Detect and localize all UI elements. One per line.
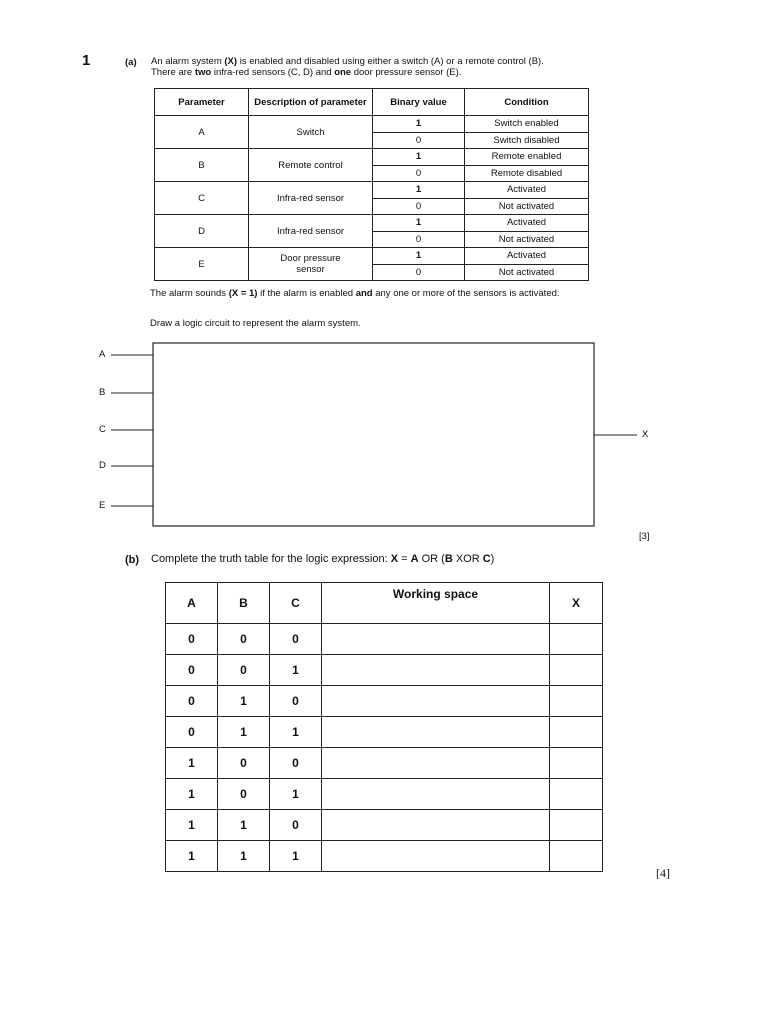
input-a-cell: 1: [166, 748, 218, 779]
output-x-cell[interactable]: [550, 748, 603, 779]
part-b-instruction: Complete the truth table for the logic expression: X = A OR (B XOR C): [151, 553, 495, 565]
input-label-e: E: [99, 500, 106, 511]
input-c-cell: 0: [270, 624, 322, 655]
condition: Activated: [465, 182, 589, 199]
input-b-cell: 1: [218, 686, 270, 717]
working-space-cell[interactable]: [322, 810, 550, 841]
parameter-name: D: [155, 215, 249, 248]
input-label-d: D: [99, 460, 106, 471]
condition: Switch disabled: [465, 132, 589, 149]
output-x-cell[interactable]: [550, 810, 603, 841]
condition: Remote enabled: [465, 149, 589, 166]
input-c-cell: 0: [270, 686, 322, 717]
condition: Activated: [465, 248, 589, 265]
working-space-cell[interactable]: [322, 717, 550, 748]
question-number: 1: [82, 52, 91, 69]
condition: Not activated: [465, 231, 589, 248]
output-x-cell[interactable]: [550, 655, 603, 686]
output-x-cell[interactable]: [550, 841, 603, 872]
parameter-name: E: [155, 248, 249, 281]
condition: Remote disabled: [465, 165, 589, 182]
part-a-marks: [3]: [639, 531, 650, 542]
truth-table-header: [166, 583, 603, 624]
binary-value: 0: [373, 165, 465, 182]
truth-table-row: [166, 841, 603, 872]
part-b-label: (b): [125, 554, 140, 566]
input-b-cell: 1: [218, 841, 270, 872]
binary-value: 1: [373, 182, 465, 199]
working-space-cell[interactable]: [322, 624, 550, 655]
input-c-cell: 1: [270, 779, 322, 810]
condition: Activated: [465, 215, 589, 232]
condition: Switch enabled: [465, 116, 589, 133]
parameter-name: C: [155, 182, 249, 215]
truth-table-row: [166, 655, 603, 686]
part-a-label: (a): [125, 57, 137, 68]
parameter-name: A: [155, 116, 249, 149]
binary-value: 0: [373, 198, 465, 215]
binary-value: 1: [373, 215, 465, 232]
truth-table-row: [166, 717, 603, 748]
input-b-cell: 0: [218, 655, 270, 686]
condition: Not activated: [465, 198, 589, 215]
output-label-x: X: [642, 429, 649, 440]
truth-table-row: [166, 624, 603, 655]
input-b-cell: 1: [218, 810, 270, 841]
header-a: A: [166, 583, 218, 624]
header-c: C: [270, 583, 322, 624]
output-x-cell[interactable]: [550, 779, 603, 810]
input-label-c: C: [99, 424, 106, 435]
truth-table-row: [166, 779, 603, 810]
header-x: X: [550, 583, 603, 624]
input-a-cell: 0: [166, 717, 218, 748]
input-c-cell: 1: [270, 717, 322, 748]
draw-instruction: Draw a logic circuit to represent the alarm system.: [150, 318, 361, 329]
input-c-cell: 0: [270, 748, 322, 779]
alarm-condition-text: The alarm sounds (X = 1) if the alarm is enabled and any one or more of the sensors is activated.: [150, 288, 560, 299]
input-label-b: B: [99, 387, 106, 398]
working-space-cell[interactable]: [322, 748, 550, 779]
header-b: B: [218, 583, 270, 624]
parameter-description: Remote control: [249, 149, 373, 182]
input-a-cell: 0: [166, 686, 218, 717]
binary-value: 0: [373, 132, 465, 149]
binary-value: 1: [373, 248, 465, 265]
output-x-cell[interactable]: [550, 686, 603, 717]
input-b-cell: 0: [218, 748, 270, 779]
input-a-cell: 0: [166, 655, 218, 686]
parameter-description: Infra-red sensor: [249, 182, 373, 215]
parameter-description: Door pressure sensor: [249, 248, 373, 281]
parameter-name: B: [155, 149, 249, 182]
input-c-cell: 0: [270, 810, 322, 841]
input-a-cell: 1: [166, 810, 218, 841]
truth-table-row: [166, 810, 603, 841]
truth-table: [165, 582, 603, 872]
condition: Not activated: [465, 264, 589, 281]
output-x-cell[interactable]: [550, 624, 603, 655]
header-working-space: Working space: [322, 583, 550, 624]
parameter-description: Switch: [249, 116, 373, 149]
input-a-cell: 1: [166, 779, 218, 810]
header-description: Description of parameter: [249, 89, 373, 116]
header-binary-value: Binary value: [373, 89, 465, 116]
input-b-cell: 1: [218, 717, 270, 748]
header-parameter: Parameter: [155, 89, 249, 116]
input-label-a: A: [99, 349, 106, 360]
intro-line-1: An alarm system (X) is enabled and disabled using either a switch (A) or a remote control (B).: [151, 56, 544, 67]
binary-value: 0: [373, 231, 465, 248]
binary-value: 1: [373, 116, 465, 133]
intro-line-2: There are two infra-red sensors (C, D) and one door pressure sensor (E).: [151, 67, 462, 78]
part-b-marks: [4]: [656, 866, 670, 880]
binary-value: 0: [373, 264, 465, 281]
working-space-cell[interactable]: [322, 841, 550, 872]
working-space-cell[interactable]: [322, 686, 550, 717]
answer-box[interactable]: [153, 343, 594, 526]
input-b-cell: 0: [218, 624, 270, 655]
working-space-cell[interactable]: [322, 655, 550, 686]
header-condition: Condition: [465, 89, 589, 116]
input-a-cell: 0: [166, 624, 218, 655]
parameter-description: Infra-red sensor: [249, 215, 373, 248]
input-a-cell: 1: [166, 841, 218, 872]
binary-value: 1: [373, 149, 465, 166]
input-b-cell: 0: [218, 779, 270, 810]
truth-table-row: [166, 748, 603, 779]
input-c-cell: 1: [270, 841, 322, 872]
truth-table-row: [166, 686, 603, 717]
input-c-cell: 1: [270, 655, 322, 686]
working-space-cell[interactable]: [322, 779, 550, 810]
output-x-cell[interactable]: [550, 717, 603, 748]
